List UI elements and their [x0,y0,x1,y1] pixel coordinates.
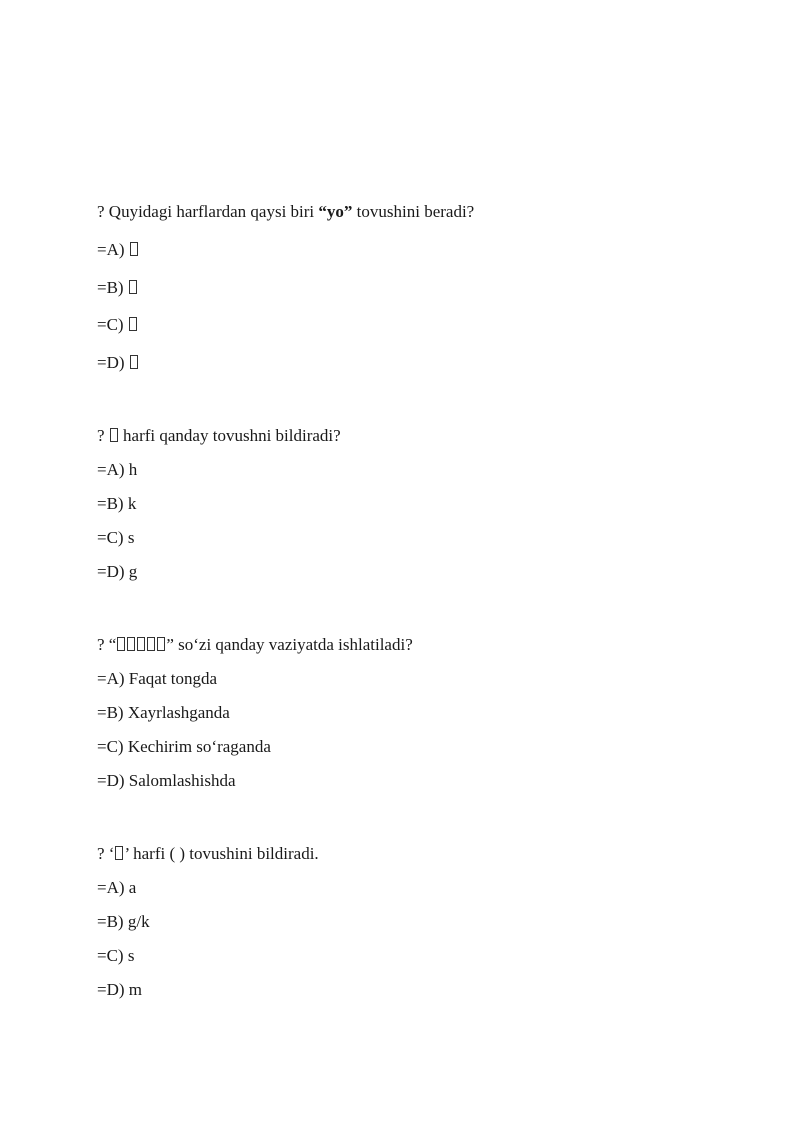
option-label: =C) [97,528,128,547]
answer-option-d [97,351,737,389]
answer-option-a [97,876,737,910]
missing-glyph-icon [129,317,137,331]
question-prefix: ? “ [97,635,117,654]
option-label: =D) [97,352,129,372]
answer-option-a [97,667,737,701]
option-value: Xayrlashganda [127,703,230,722]
answer-option-d [97,560,737,594]
option-label: =B) [97,703,128,722]
question-block-2 [97,424,737,594]
option-label: =A) [97,240,129,259]
answer-options [97,667,737,803]
answer-option-c [97,735,737,769]
answer-options [97,458,737,594]
question-text [97,200,737,224]
option-label: =B) [97,277,128,297]
missing-glyph-icon [110,428,118,442]
question-suffix: harfi qanday tovushni bildiradi? [118,426,341,445]
answer-option-d [97,978,737,1012]
answer-option-d [97,769,737,803]
answer-options [97,876,737,1012]
question-prefix: ? [97,426,109,445]
option-value: h [128,460,138,479]
option-label: =A) [97,460,129,479]
missing-glyph-icon [137,637,145,651]
option-label: =B) [97,494,128,513]
option-label: =C) [97,315,128,334]
answer-option-c [97,313,737,351]
option-value: Kechirim so‘raganda [127,737,271,756]
question-emphasis: “yo” [318,202,353,221]
option-label: =D) [97,771,129,790]
missing-glyph-icon [129,280,137,294]
answer-option-b [97,492,737,526]
missing-glyph-icon [115,846,123,860]
option-value: s [127,946,135,965]
question-text [97,633,737,657]
question-suffix: ’ harfi ( ) tovushini bildiradi. [124,844,319,863]
option-value: s [127,528,135,547]
answer-option-b [97,276,737,314]
question-block-3 [97,633,737,803]
answer-option-b [97,701,737,735]
answer-option-c [97,944,737,978]
question-prefix: ? ‘ [97,844,115,863]
option-label: =B) [97,912,128,931]
option-value: a [128,878,137,897]
missing-glyph-icon [117,637,125,651]
question-text [97,842,737,866]
missing-glyph-icon [130,242,138,256]
option-label: =D) [97,980,129,999]
answer-option-c [97,526,737,560]
option-value: k [127,494,137,513]
missing-glyph-icon [157,637,165,651]
answer-option-b [97,910,737,944]
question-block-1 [97,200,737,388]
question-suffix: ” so‘zi qanday vaziyatda ishlatiladi? [166,635,413,654]
missing-glyph-icon [130,355,138,369]
question-block-4 [97,842,737,1012]
question-prefix: ? Quyidagi harflardan qaysi biri [97,202,319,221]
question-text [97,424,737,448]
answer-options [97,238,737,388]
missing-glyph-icon [127,637,135,651]
answer-option-a [97,458,737,492]
option-label: =C) [97,946,128,965]
option-value: Salomlashishda [128,771,236,790]
missing-glyph-icon [147,637,155,651]
option-label: =A) [97,669,129,688]
answer-option-a [97,238,737,276]
option-value: g/k [127,912,150,931]
option-value: g [128,562,138,581]
option-value: m [128,980,143,999]
option-value: Faqat tongda [128,669,218,688]
option-label: =D) [97,562,129,581]
option-label: =C) [97,737,128,756]
option-label: =A) [97,878,129,897]
question-suffix: tovushini beradi? [352,202,475,221]
